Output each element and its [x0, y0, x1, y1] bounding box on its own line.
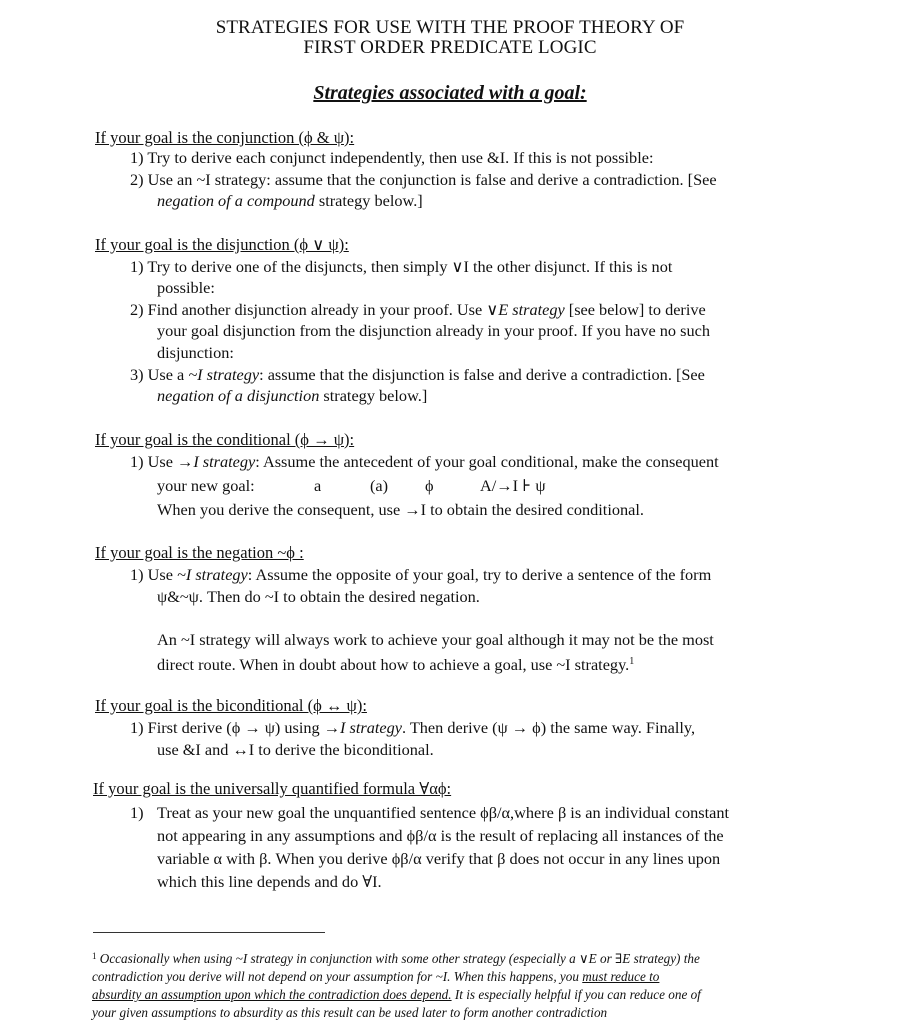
emphasis-underline: must reduce to	[582, 969, 660, 984]
strategy-ref: ~I strategy	[177, 565, 248, 584]
universal-item-1-num: 1)	[130, 803, 144, 822]
text-span: strategy below.]	[314, 191, 423, 210]
text-span: 3) Use a	[130, 365, 189, 384]
formula: ϕ	[425, 476, 434, 495]
conjunction-heading: If your goal is the conjunction (ϕ & ψ):	[95, 128, 355, 147]
text-span: It is especially helpful if you can reduce one of	[451, 987, 701, 1002]
text-span: direct route. When in doubt about how to achieve a goal, use ~I strategy.	[157, 655, 630, 674]
emphasis-underline: absurdity an assumption upon which the contradiction does depend.	[92, 987, 452, 1002]
footnote-line4: your given assumptions to absurdity as this result can be used later to form another contradiction	[92, 1005, 608, 1020]
strategy-ref: ∨E strategy	[486, 300, 565, 319]
disjunction-item-3	[130, 364, 705, 386]
text-span: 1) Use	[130, 452, 178, 471]
text-span: 1) Use	[130, 565, 178, 584]
disjunction-heading: If your goal is the disjunction (ϕ ∨ ψ):	[95, 235, 349, 254]
disjunction-item-2	[130, 299, 706, 321]
negation-item-1	[130, 564, 711, 586]
biconditional-item-1	[130, 717, 695, 739]
footnote-divider	[93, 932, 325, 933]
disjunction-item-1: 1) Try to derive one of the disjuncts, then simply ∨I the other disjunct. If this is not	[130, 257, 673, 276]
line-number: (a)	[370, 476, 389, 495]
conditional-heading: If your goal is the conditional (ϕ → ψ):	[95, 430, 355, 449]
text-span: 1) First derive (ϕ → ψ) using	[130, 718, 324, 737]
text-span: . Then derive (ψ → ϕ) the same way. Finally,	[402, 718, 696, 737]
negation-heading: If your goal is the negation ~ϕ :	[95, 543, 304, 562]
disjunction-item-1-cont: possible:	[157, 278, 215, 297]
negation-item-1-cont: ψ&~ψ. Then do ~I to obtain the desired negation.	[157, 587, 480, 606]
universal-item-1-cont2: variable α with β. When you derive ϕβ/α verify that β does not occur in any lines upon	[157, 849, 721, 868]
conditional-item-1-cont: When you derive the consequent, use →I to obtain the desired conditional.	[157, 500, 644, 519]
footnote-ref: 1	[629, 656, 635, 667]
universal-heading: If your goal is the universally quantified formula ∀αϕ:	[93, 779, 452, 798]
strategy-ref: ~I strategy	[188, 365, 260, 384]
universal-item-1-cont3: which this line depends and do ∀I.	[157, 872, 382, 891]
disjunction-item-2-cont2: disjunction:	[157, 343, 234, 362]
text-span: strategy below.]	[319, 386, 428, 405]
strategy-ref: →I strategy	[177, 452, 256, 471]
document-title-line2: FIRST ORDER PREDICATE LOGIC	[303, 37, 597, 58]
disjunction-item-2-cont1: your goal disjunction from the disjunction already in your proof. If you have no such	[157, 321, 710, 340]
line-label: a	[314, 476, 322, 495]
universal-item-1-cont1: not appearing in any assumptions and ϕβ/α is the result of replacing all instances of the	[157, 826, 724, 845]
biconditional-heading: If your goal is the biconditional (ϕ ↔ ψ):	[95, 696, 367, 715]
text-span: your new goal:	[157, 476, 255, 495]
strategy-ref: negation of a disjunction	[157, 386, 320, 405]
text-span: : Assume the opposite of your goal, try to derive a sentence of the form	[247, 565, 712, 584]
text-span: : Assume the antecedent of your goal conditional, make the consequent	[255, 452, 719, 471]
text-span: 2) Find another disjunction already in your proof. Use	[130, 300, 487, 319]
footnote-line2	[92, 968, 822, 986]
rule-annotation: A/→I ⊦ ψ	[480, 476, 546, 495]
universal-item-1: Treat as your new goal the unquantified sentence ϕβ/α,where β is an individual constant	[157, 803, 730, 822]
text-span: : assume that the disjunction is false and derive a contradiction. [See	[259, 365, 705, 384]
text-span: [see below] to derive	[564, 300, 706, 319]
conditional-item-1-goal	[157, 475, 546, 497]
conditional-item-1	[130, 451, 719, 473]
negation-note-line2	[157, 651, 634, 676]
conjunction-item-2: 2) Use an ~I strategy: assume that the conjunction is false and derive a contradiction. [See	[130, 170, 717, 189]
conjunction-item-2-cont	[157, 190, 423, 212]
section-subtitle: Strategies associated with a goal:	[313, 82, 587, 104]
negation-note-line1: An ~I strategy will always work to achieve your goal although it may not be the most	[157, 630, 714, 649]
strategy-ref: →I strategy	[323, 718, 402, 737]
disjunction-item-3-cont	[157, 385, 427, 407]
footnote-line1	[92, 947, 822, 968]
text-span: Occasionally when using ~I strategy in conjunction with some other strategy (especially a ∨E or ∃E strategy) the	[96, 951, 700, 966]
footnote-mark: 1	[92, 951, 97, 961]
footnote-line3	[92, 986, 822, 1004]
conjunction-item-1: 1) Try to derive each conjunct independently, then use &I. If this is not possible:	[130, 148, 654, 167]
document-title-line1: STRATEGIES FOR USE WITH THE PROOF THEORY OF	[215, 17, 685, 38]
footnote	[92, 947, 822, 1022]
text-span: contradiction you derive will not depend on your assumption for ~I. When this happens, you	[92, 969, 583, 984]
biconditional-item-1-cont: use &I and ↔I to derive the biconditional.	[157, 740, 434, 759]
strategy-ref: negation of a compound	[157, 191, 315, 210]
